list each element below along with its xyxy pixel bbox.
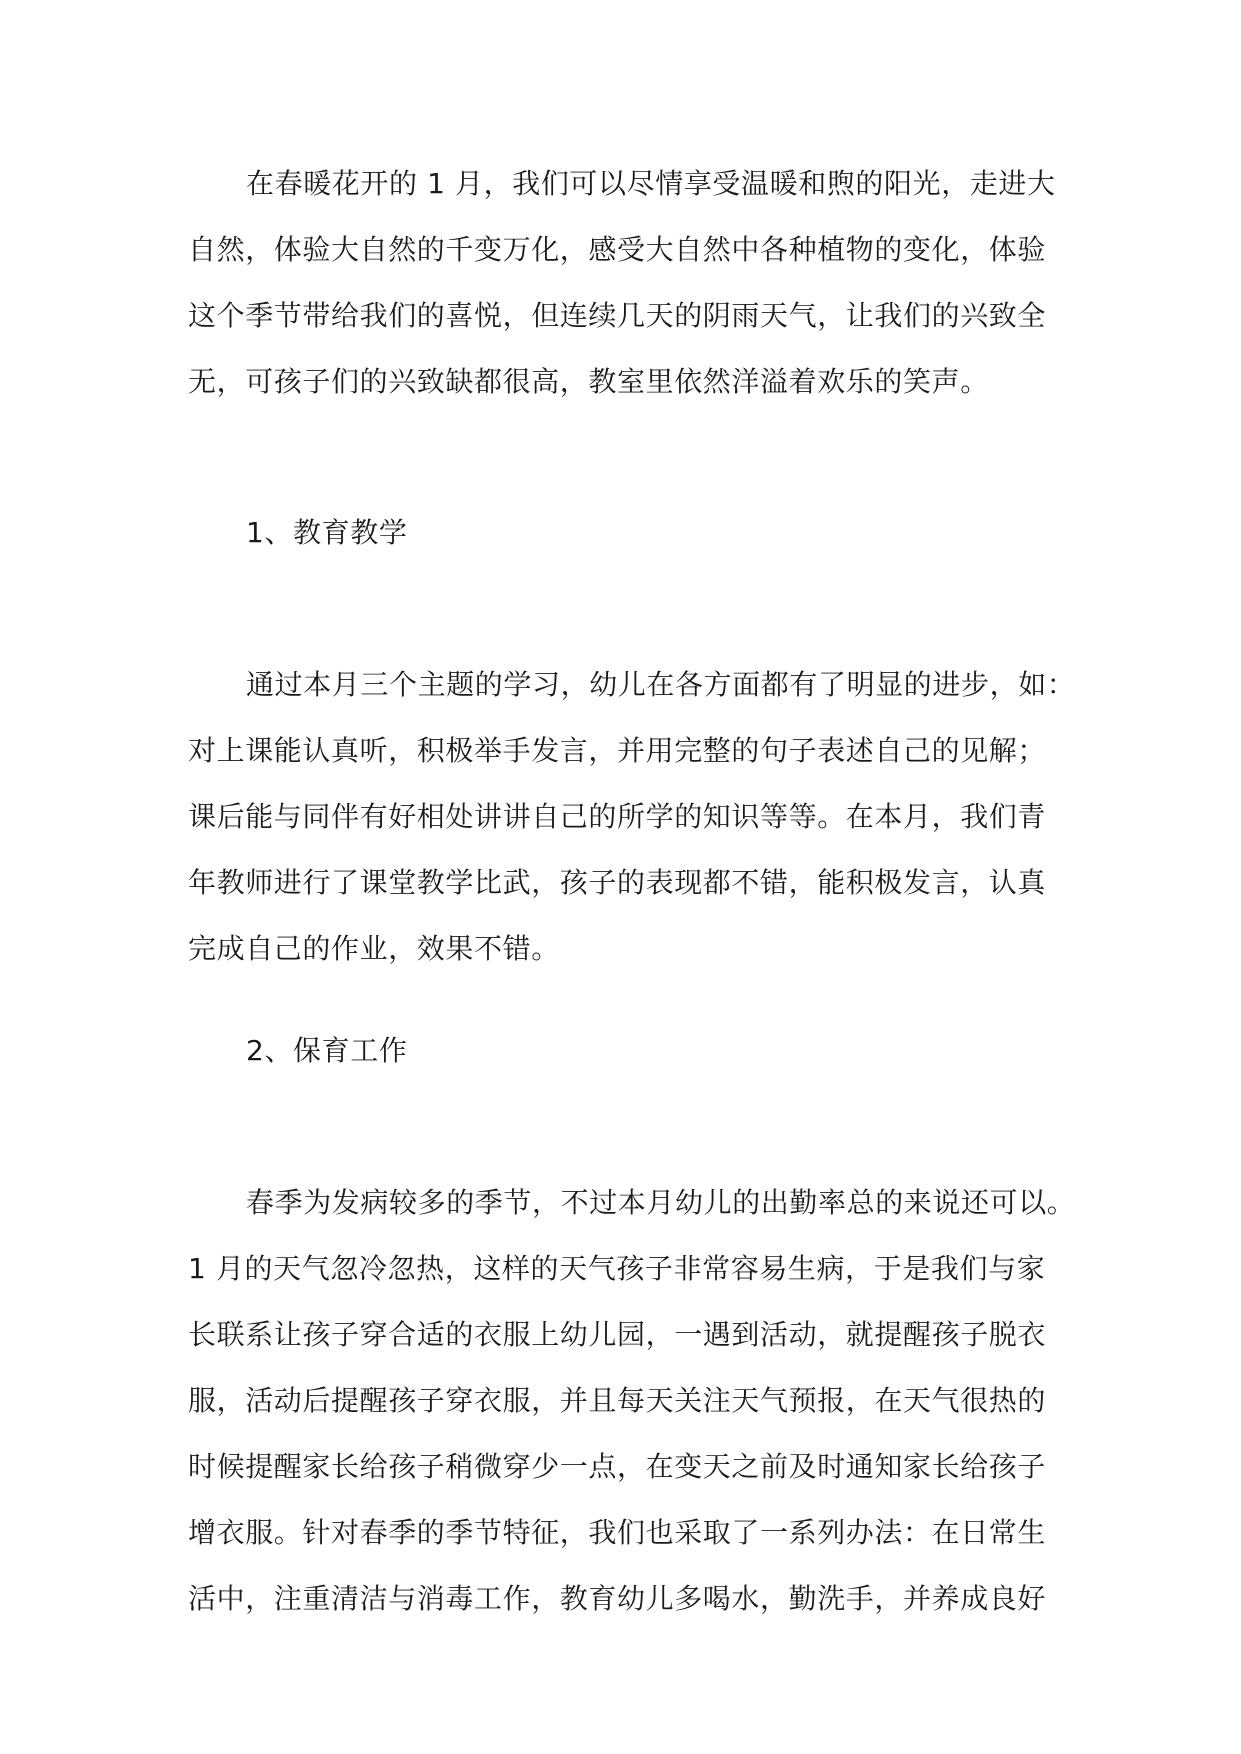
paragraph-care: [188, 1170, 1076, 1632]
paragraph-line: 在春暖花开的 1 月，我们可以尽情享受温暖和煦的阳光，走进大: [246, 167, 1056, 200]
paragraph-line: 春季为发病较多的季节，不过本月幼儿的出勤率总的来说还可以。: [246, 1186, 1076, 1219]
paragraph-line: 自然，体验大自然的千变万化，感受大自然中各种植物的变化，体验: [188, 233, 1047, 266]
paragraph-line: 对上课能认真听，积极举手发言，并用完整的句子表述自己的见解；: [188, 734, 1047, 767]
paragraph-line: 通过本月三个主题的学习，幼儿在各方面都有了明显的进步，如：: [246, 668, 1076, 701]
paragraph-line: 无，可孩子们的兴致缺都很高，教室里依然洋溢着欢乐的笑声。: [188, 365, 989, 398]
paragraph-teaching: [188, 652, 1076, 982]
paragraph-line: 这个季节带给我们的喜悦，但连续几天的阴雨天气，让我们的兴致全: [188, 299, 1047, 332]
paragraph-line: 时候提醒家长给孩子稍微穿少一点，在变天之前及时通知家长给孩子: [188, 1450, 1047, 1483]
section-heading-care: 2、保育工作: [246, 1034, 408, 1067]
paragraph-line: 活中，注重清洁与消毒工作，教育幼儿多喝水，勤洗手，并养成良好: [188, 1582, 1047, 1615]
section-heading-teaching: 1、教育教学: [246, 516, 408, 549]
paragraph-intro: [188, 151, 1068, 415]
paragraph-line: 课后能与同伴有好相处讲讲自己的所学的知识等等。在本月，我们青: [188, 800, 1047, 833]
paragraph-line: 1 月的天气忽冷忽热，这样的天气孩子非常容易生病，于是我们与家: [188, 1252, 1046, 1285]
paragraph-line: 增衣服。针对春季的季节特征，我们也采取了一系列办法：在日常生: [188, 1516, 1047, 1549]
paragraph-line: 年教师进行了课堂教学比武，孩子的表现都不错，能积极发言，认真: [188, 866, 1047, 899]
paragraph-line: 长联系让孩子穿合适的衣服上幼儿园，一遇到活动，就提醒孩子脱衣: [188, 1318, 1047, 1351]
paragraph-line: 完成自己的作业，效果不错。: [188, 932, 560, 965]
paragraph-line: 服，活动后提醒孩子穿衣服，并且每天关注天气预报，在天气很热的: [188, 1384, 1047, 1417]
